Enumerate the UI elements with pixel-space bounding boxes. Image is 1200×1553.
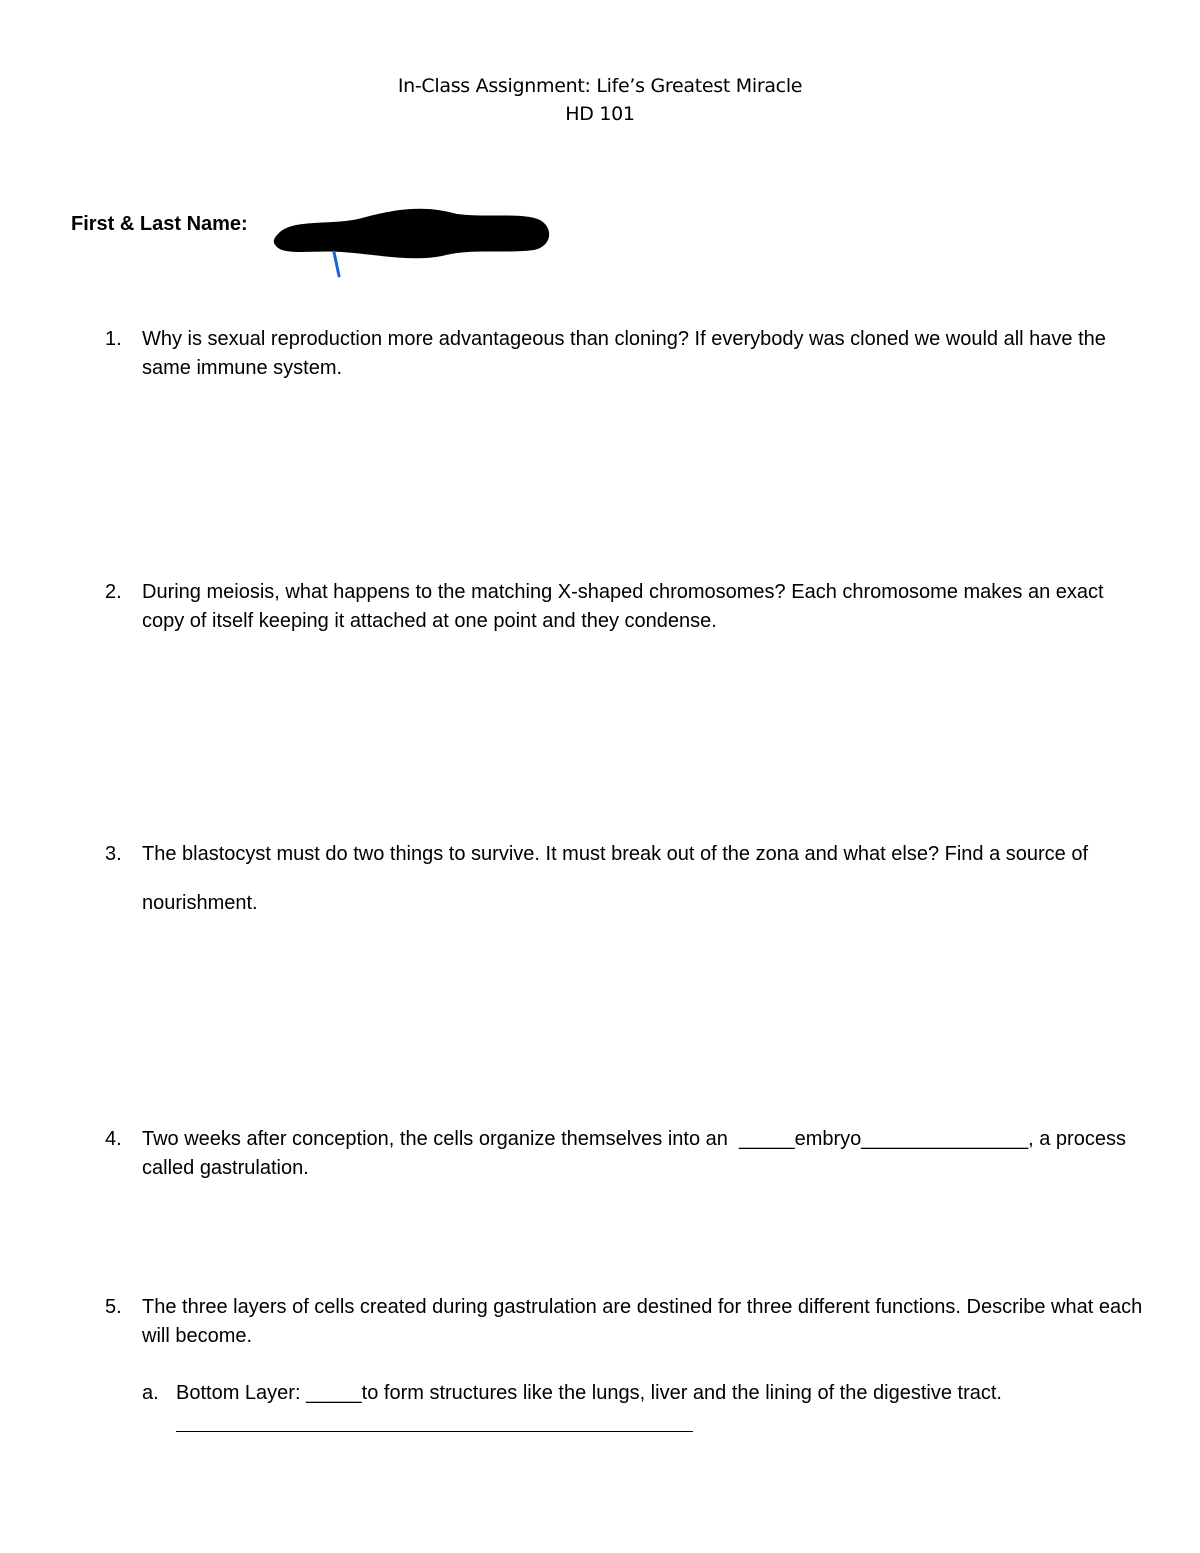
name-label: First & Last Name: — [71, 213, 248, 235]
question-2 — [105, 578, 1145, 636]
sub-item-a — [142, 1379, 1142, 1408]
sub-item-letter: a. — [142, 1382, 159, 1404]
name-redaction-mark — [272, 204, 552, 280]
document-title: In-Class Assignment: Life’s Greatest Miracle — [397, 75, 803, 97]
answer-line — [176, 1431, 693, 1432]
question-number: 5. — [105, 1296, 122, 1318]
question-text: The three layers of cells created during gastrulation are destined for three different functions. Describe what each will become. — [142, 1296, 1143, 1347]
question-3 — [105, 830, 1145, 928]
question-number: 4. — [105, 1128, 122, 1150]
question-1 — [105, 325, 1145, 383]
sub-item-text: Bottom Layer: _____to form structures like the lungs, liver and the lining of the digestive tract. — [176, 1382, 1002, 1404]
question-number: 2. — [105, 581, 122, 603]
question-number: 1. — [105, 328, 122, 350]
question-text: During meiosis, what happens to the matching X-shaped chromosomes? Each chromosome makes an exact copy of itself keeping it attached at one point and they condense. — [142, 581, 1104, 632]
question-5 — [105, 1293, 1145, 1351]
question-4 — [105, 1125, 1145, 1183]
question-text: The blastocyst must do two things to survive. It must break out of the zona and what else? Find a source of nourishment. — [142, 843, 1089, 914]
question-text: Why is sexual reproduction more advantageous than cloning? If everybody was cloned we would all have the same immune system. — [142, 328, 1106, 379]
question-number: 3. — [105, 843, 122, 865]
course-code: HD 101 — [565, 103, 635, 125]
question-text: Two weeks after conception, the cells organize themselves into an _____embryo_______________, a process called gastrulation. — [142, 1128, 1132, 1179]
